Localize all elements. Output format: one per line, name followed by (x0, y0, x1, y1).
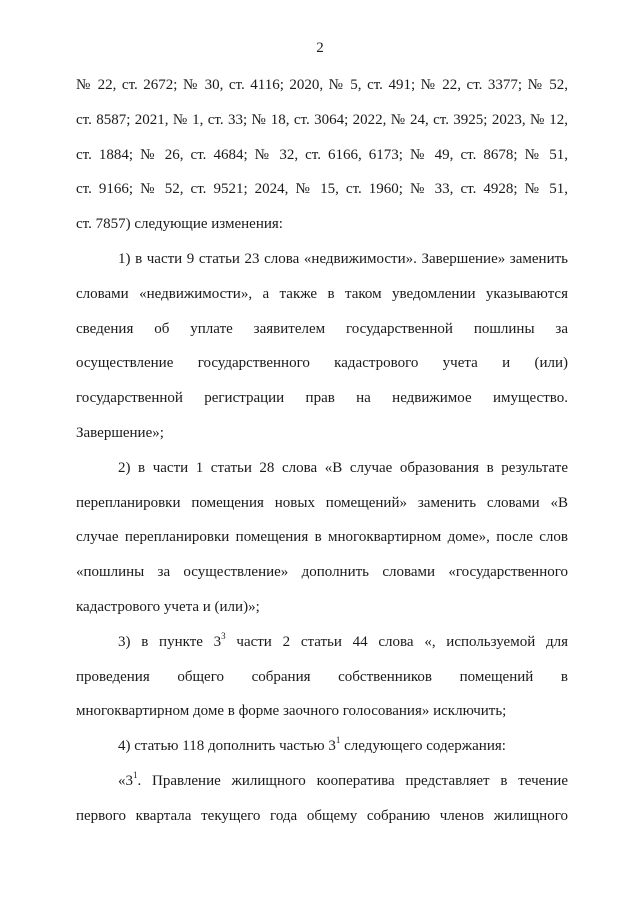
superscript: 3 (221, 630, 226, 641)
text-line: 2) в части 1 статьи 28 слова «В случае образования в результате (118, 459, 568, 476)
text-line: ст. 1884; № 26, ст. 4684; № 32, ст. 6166, 6173; № 49, ст. 8678; № 51, (76, 146, 568, 163)
text-fragment: 3) в пункте 3 (118, 633, 222, 650)
text-line: сведения об уплате заявителем государственной пошлины за (76, 320, 568, 337)
text-line (76, 729, 568, 764)
item-2-paragraph (76, 451, 568, 625)
text-line: первого квартала текущего года общему собранию членов жилищного (76, 807, 568, 824)
superscript: 1 (335, 735, 341, 746)
text-line (76, 625, 568, 660)
text-line: ст. 9166; № 52, ст. 9521; 2024, № 15, ст. 1960; № 33, ст. 4928; № 51, (76, 181, 568, 198)
text-line (76, 764, 568, 799)
text-fragment: 4) статью 118 дополнить частью 3 (118, 738, 336, 755)
superscript: 1 (133, 769, 138, 780)
item-4-paragraph (76, 729, 568, 764)
text-line: кадастрового учета и (или)»; (76, 598, 260, 615)
text-line: 1) в части 9 статьи 23 слова «недвижимости». Завершение» заменить (118, 250, 568, 267)
text-line: ст. 8587; 2021, № 1, ст. 33; № 18, ст. 3064; 2022, № 24, ст. 3925; 2023, № 12, (76, 111, 568, 128)
text-fragment: следующего содержания: (340, 738, 506, 755)
text-line: случае перепланировки помещения в многоквартирном доме», после слов (76, 529, 568, 546)
text-fragment: . Правление жилищного кооператива представляет в течение (137, 772, 568, 789)
text-line: государственной регистрации прав на недвижимое имущество. (76, 390, 568, 407)
citations-paragraph (76, 68, 568, 242)
quote-paragraph (76, 764, 568, 834)
text-line: № 22, ст. 2672; № 30, ст. 4116; 2020, № 5, ст. 491; № 22, ст. 3377; № 52, (76, 77, 568, 93)
text-line: осуществление государственного кадастрового учета и (или) (76, 355, 568, 372)
text-line: «пошлины за осуществление» дополнить словами «государственного (76, 564, 568, 581)
item-3-paragraph (76, 625, 568, 729)
item-1-paragraph (76, 242, 568, 451)
document-body (76, 68, 568, 834)
page-number: 2 (316, 40, 324, 56)
text-line: проведения общего собрания собственников помещений в (76, 668, 568, 685)
text-fragment: части 2 статьи 44 слова «, используемой для (225, 633, 568, 650)
text-line: ст. 7857) следующие изменения: (76, 216, 283, 233)
text-fragment: «3 (118, 772, 133, 789)
text-line: перепланировки помещения новых помещений» заменить словами «В (76, 494, 568, 511)
text-line: Завершение»; (76, 424, 164, 441)
text-line: словами «недвижимости», а также в таком уведомлении указываются (76, 285, 568, 302)
text-line: многоквартирном доме в форме заочного голосования» исключить; (76, 703, 507, 720)
